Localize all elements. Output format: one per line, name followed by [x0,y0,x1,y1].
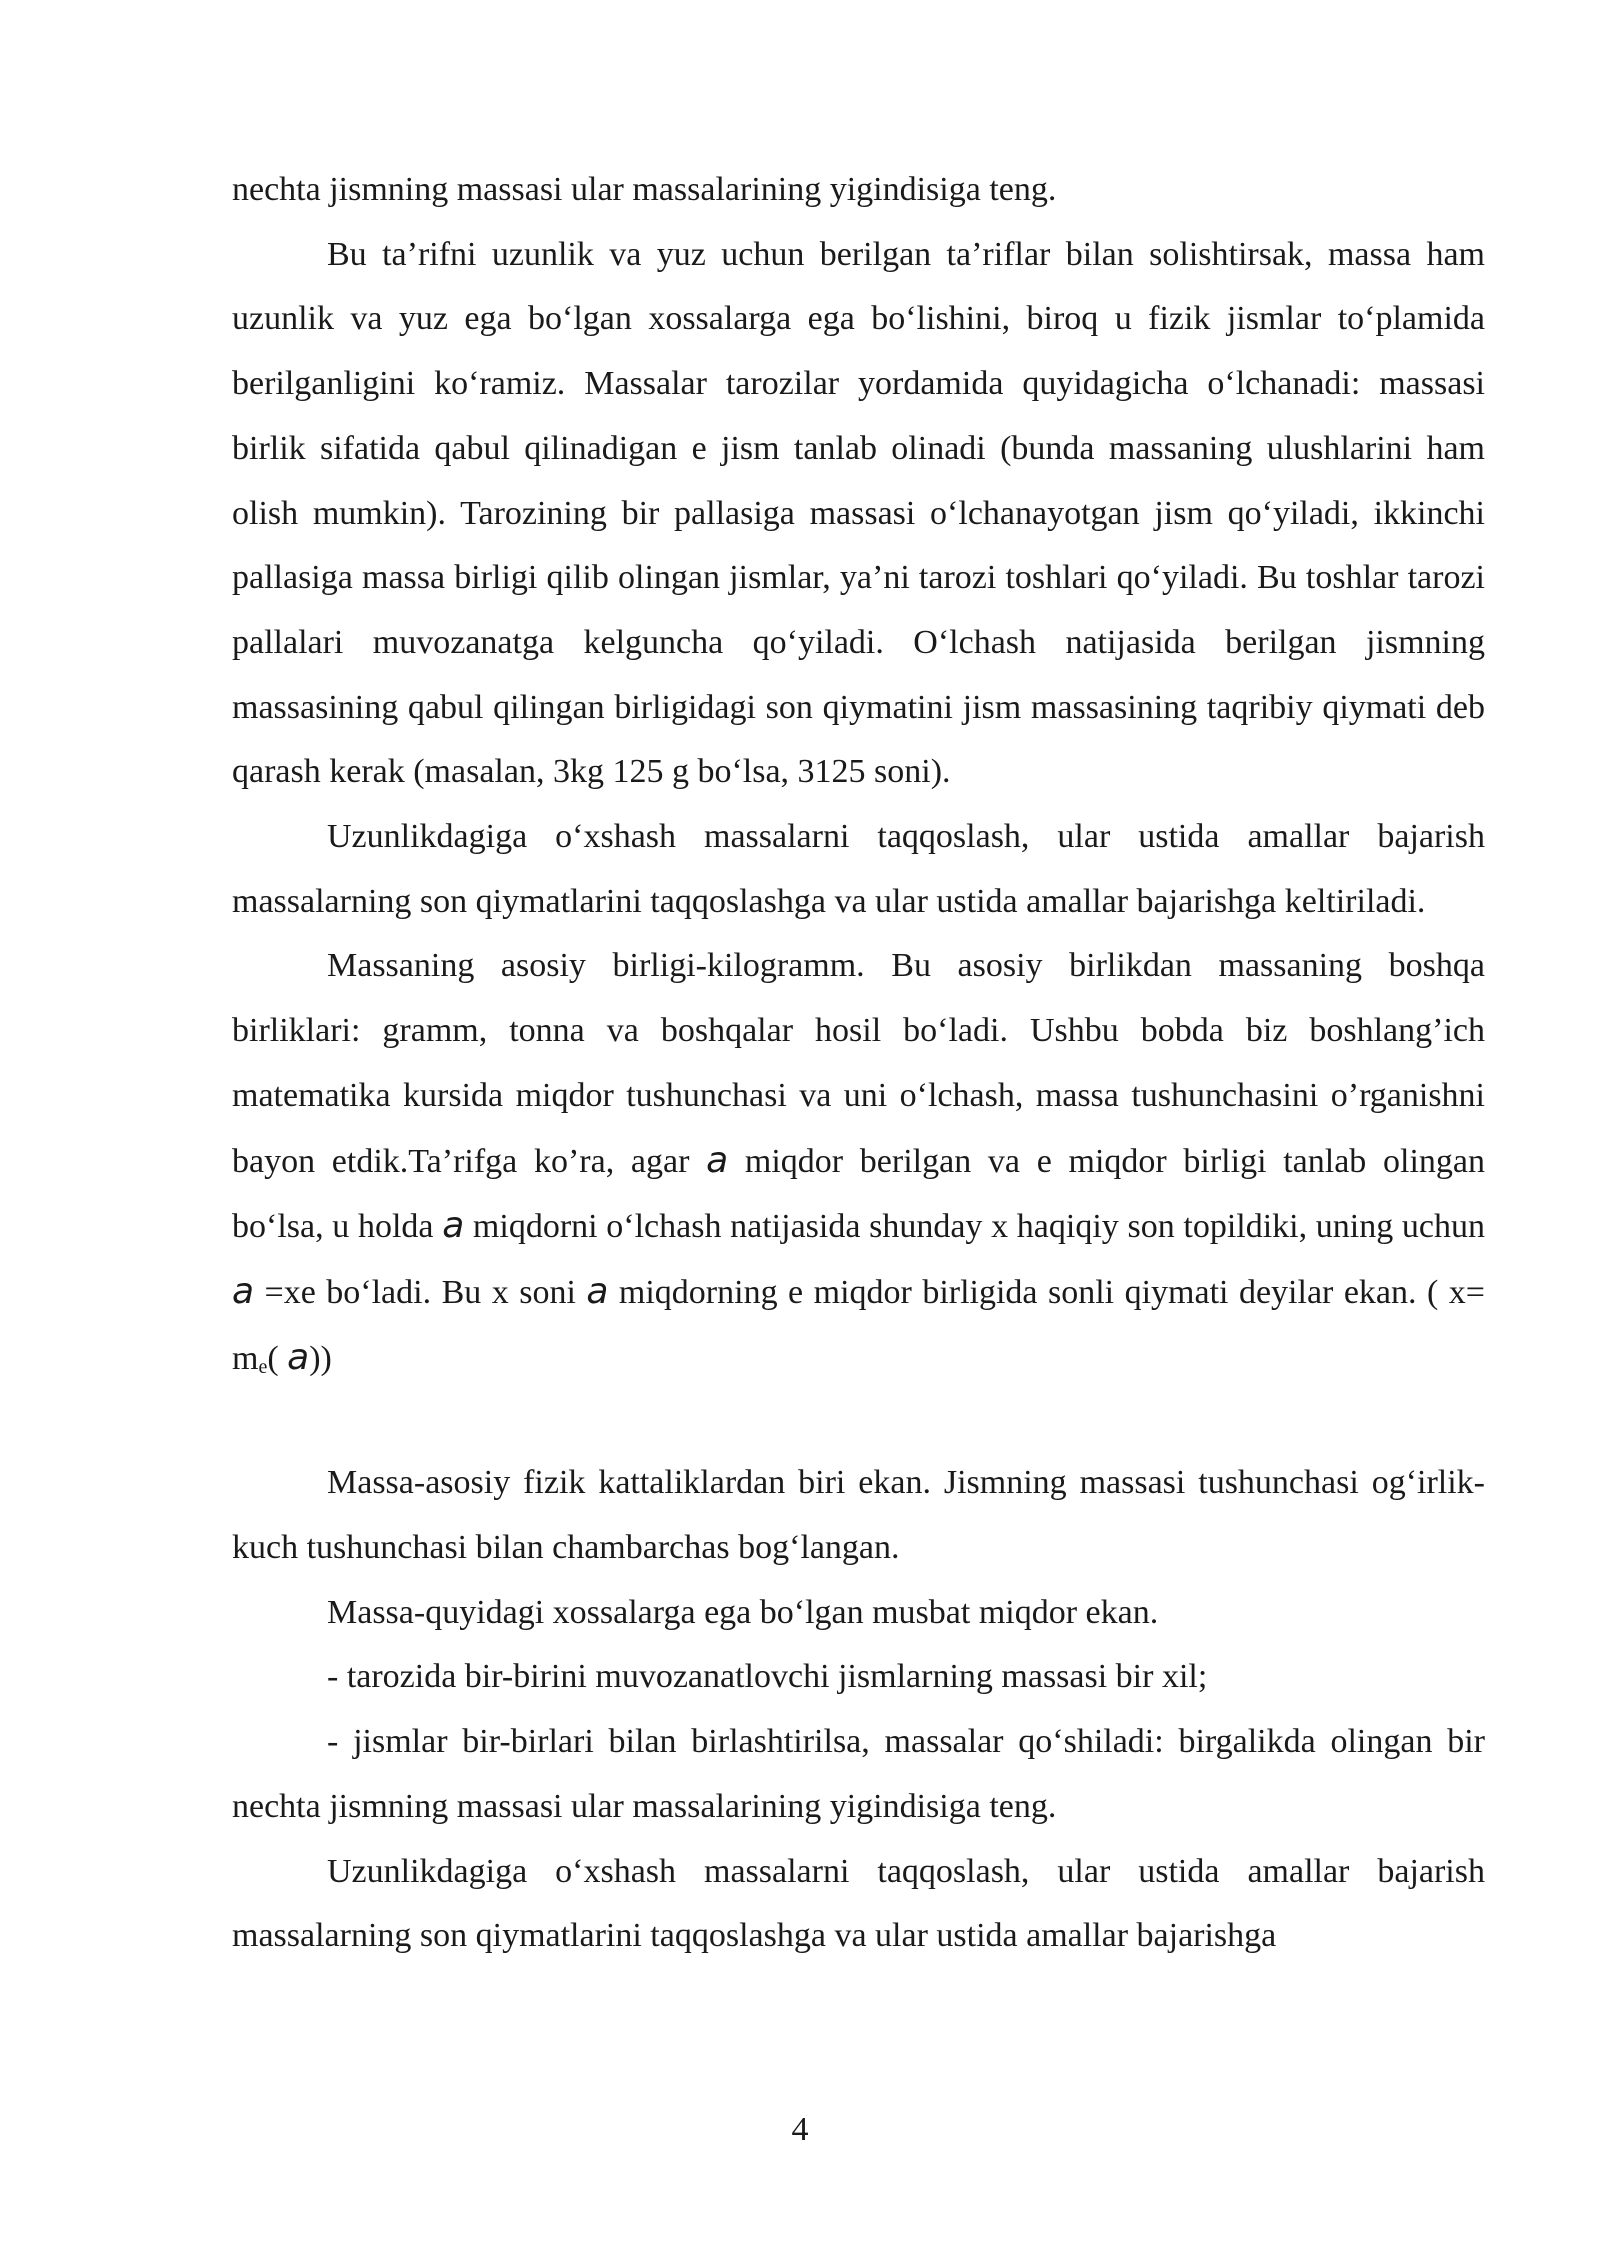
text-run: Massaning asosiy birligi-kilogramm. Bu asosiy birlikdan massaning boshqa birliklari: gramm, tonna va boshqalar hosil bo‘ladi. Ushbu bobda biz boshlang’ich matematika kursida miqdor tushunchasi va uni o‘lchash, massa tushunchasini o’rganishni bayon etdik.Ta’rifga ko’ra, agar [232,947,1485,1180]
text-run: miqdorni o‘lchash natijasida shunday x haqiqiy son topildiki, uning uchun [464,1208,1486,1246]
list-item-balance: - tarozida bir-birini muvozanatlovchi jismlarning massasi bir xil; [327,1658,1208,1696]
paragraph-mass-unit [232,934,1485,1399]
text-run: )) [309,1339,332,1377]
variable-a: a [586,1270,609,1312]
paragraph-physical-quantity: Massa-asosiy fizik kattaliklardan biri ekan. Jismning massasi tushunchasi og‘irlik-kuch tushunchasi bilan chambarchas bog‘langan. [232,1464,1485,1567]
body-text [232,158,1485,1969]
paragraph-comparison-repeat: Uzunlikdagiga o‘xshash massalarni taqqoslash, ular ustida amallar bajarish massalarning son qiymatlarini taqqoslashga va ular ustida amallar bajarishga [232,1852,1485,1955]
paragraph-comparison: Uzunlikdagiga o‘xshash massalarni taqqoslash, ular ustida amallar bajarish massalarning son qiymatlarini taqqoslashga va ular ustida amallar bajarishga keltiriladi. [232,818,1485,920]
list-item-addition: - jismlar bir-birlari bilan birlashtirilsa, massalar qo‘shiladi: birgalikda olingan bir nechta jismning massasi ular massalarining yigindisiga teng. [232,1723,1485,1825]
paragraph-properties-intro: Massa-quyidagi xossalarga ega bo‘lgan musbat miqdor ekan. [327,1593,1159,1631]
subscript-e: e [258,1355,268,1378]
paragraph-gap [232,1399,1485,1451]
paragraph-continuation: nechta jismning massasi ular massalarining yigindisiga teng. [232,171,1057,208]
page-number: 4 [791,2111,809,2148]
variable-a: a [706,1139,729,1181]
text-run: miqdor berilgan va e miqdor birligi tanlab olingan bo‘lsa, u holda [232,1142,1485,1246]
text-run: ( [267,1339,288,1377]
text-run: miqdorning e miqdor birligida sonli qiymati deyilar ekan. ( x= m [232,1273,1485,1377]
variable-a: a [442,1205,465,1247]
text-run: =xe bo‘ladi. Bu x soni [254,1273,587,1311]
paragraph-mass-definition: Bu ta’rifni uzunlik va yuz uchun berilgan ta’riflar bilan solishtirsak, massa ham uzunlik va yuz ega bo‘lgan xossalarga ega bo‘lishini, biroq u fizik jismlar to‘plamida berilganligini ko‘ramiz. Massalar tarozilar yordamida quyidagicha o‘lchanadi: massasi birlik sifatida qabul qilinadigan e jism tanlab olinadi (bunda massaning ulushlarini ham olish mumkin). Tarozining bir pallasiga massasi o‘lchanayotgan jism qo‘yiladi, ikkinchi pallasiga massa birligi qilib olingan jismlar, ya’ni tarozi toshlari qo‘yiladi. Bu toshlar tarozi pallalari muvozanatga kelguncha qo‘yiladi. O‘lchash natijasida berilgan jismning massasining qabul qilingan birligidagi son qiymatini jism massasining taqribiy qiymati deb qarash kerak (masalan, 3kg 125 g bo‘lsa, 3125 soni). [232,235,1485,791]
variable-a: a [287,1336,310,1378]
variable-a: a [232,1270,255,1312]
